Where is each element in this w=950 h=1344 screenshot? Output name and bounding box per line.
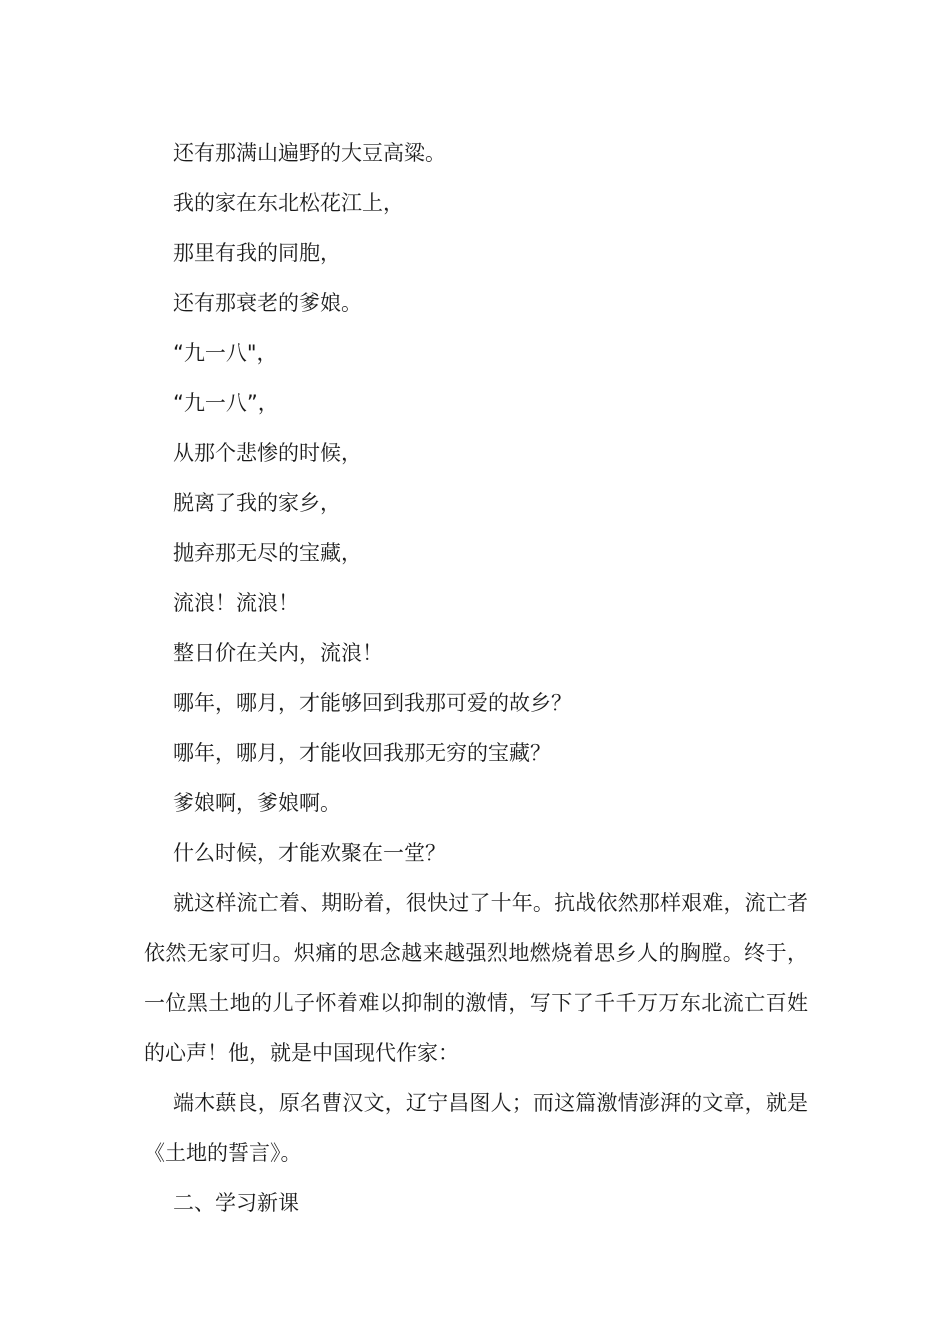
- intro-paragraph: 就这样流亡着、期盼着，很快过了十年。抗战依然那样艰难，流亡者依然无家可归。炽痛的思念越来越强烈地燃烧着思乡人的胸膛。终于，一位黑土地的儿子怀着难以抑制的激情，写下了千千万万东北流亡百姓的心声！他，就是中国现代作家：: [144, 891, 808, 1065]
- lyric-line: 还有那满山遍野的大豆高粱。: [173, 141, 446, 165]
- section-heading: 二、学习新课: [173, 1191, 299, 1215]
- lyric-line: 还有那衰老的爹娘。: [173, 291, 362, 315]
- author-paragraph: 端木蕻良，原名曹汉文，辽宁昌图人；而这篇激情澎湃的文章，就是《土地的誓言》。: [144, 1091, 808, 1165]
- lyric-line: 那里有我的同胞，: [173, 241, 341, 265]
- lyric-line: 哪年，哪月，才能够回到我那可爱的故乡？: [173, 691, 572, 715]
- lyric-line: “九一八"，: [173, 341, 278, 365]
- lyric-line: 流浪！流浪！: [173, 591, 299, 615]
- lyric-line: 抛弃那无尽的宝藏，: [173, 541, 362, 565]
- lyric-line: 整日价在关内，流浪！: [173, 641, 383, 665]
- lyric-line: 从那个悲惨的时候，: [173, 441, 362, 465]
- lyric-line: “九一八”，: [173, 391, 279, 415]
- document-body: [144, 128, 808, 1228]
- lyric-line: 什么时候，才能欢聚在一堂？: [173, 841, 446, 865]
- lyric-line: 哪年，哪月，才能收回我那无穷的宝藏？: [173, 741, 551, 765]
- lyric-line: 爹娘啊，爹娘啊。: [173, 791, 341, 815]
- lyric-line: 脱离了我的家乡，: [173, 491, 341, 515]
- lyric-line: 我的家在东北松花江上，: [173, 191, 404, 215]
